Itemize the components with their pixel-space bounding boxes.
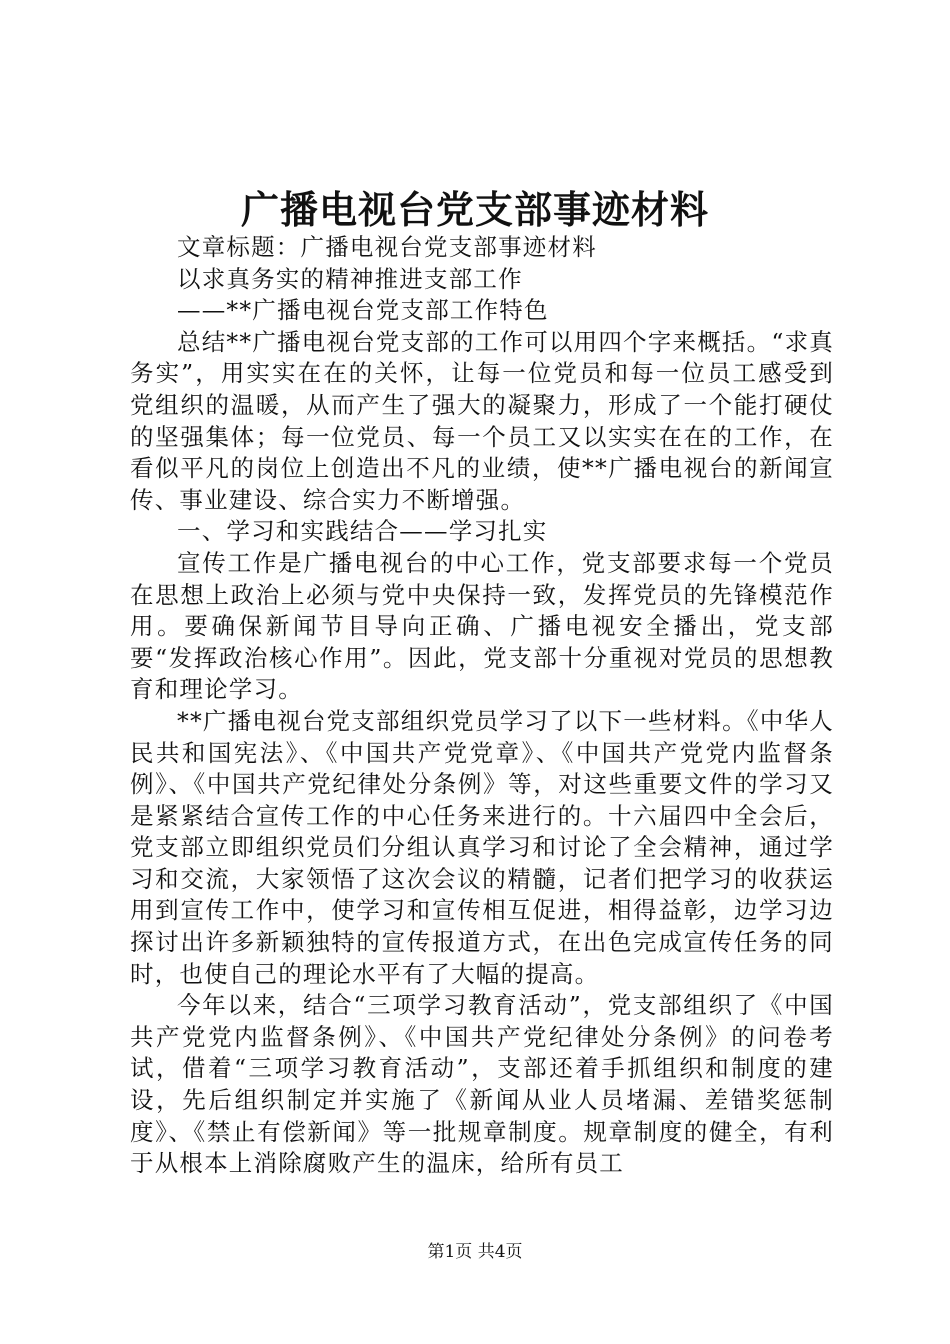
subtitle-line: 以求真务实的精神推进支部工作 — [177, 264, 523, 293]
document-body — [130, 232, 834, 1180]
body-paragraph: 今年以来，结合“三项学习教育活动”，党支部组织了《中国共产党党内监督条例》、《中国共产党纪律处分条例》的问卷考试，借着“三项学习教育活动”，支部还着手抓组织和制度的建设，先后组织制定并实施了《新闻从业人员堵漏、差错奖惩制度》、《禁止有偿新闻》等一批规章制度。规章制度的健全，有利于从根本上消除腐败产生的温床，给所有员工 — [130, 991, 834, 1178]
body-paragraph: **广播电视台党支部组织党员学习了以下一些材料。《中华人民共和国宪法》、《中国共产党党章》、《中国共产党党内监督条例》、《中国共产党纪律处分条例》等，对这些重要文件的学习又是紧紧结合宣传工作的中心任务来进行的。十六届四中全会后，党支部立即组织党员们分组认真学习和讨论了全会精神，通过学习和交流，大家领悟了这次会议的精髓，记者们把学习的收获运用到宣传工作中，使学习和宣传相互促进，相得益彰，边学习边探讨出许多新颖独特的宣传报道方式，在出色完成宣传任务的同时，也使自己的理论水平有了大幅的提高。 — [130, 706, 834, 988]
subtitle-byline: ——**广播电视台党支部工作特色 — [177, 296, 549, 325]
section-heading: 一、学习和实践结合——学习扎实 — [177, 517, 548, 546]
document-title: 广播电视台党支部事迹材料 — [240, 187, 709, 232]
summary-paragraph: 总结**广播电视台党支部的工作可以用四个字来概括。“求真务实”，用实实在在的关怀，让每一位党员和每一位员工感受到党组织的温暖，从而产生了强大的凝聚力，形成了一个能打硬仗的坚强集体；每一位党员、每一个员工又以实实在在的工作，在看似平凡的岗位上创造出不凡的业绩，使**广播电视台的新闻宣传、事业建设、综合实力不断增强。 — [130, 327, 834, 514]
page-number-footer: 第1页 共4页 — [427, 1242, 523, 1262]
body-paragraph: 宣传工作是广播电视台的中心工作，党支部要求每一个党员在思想上政治上必须与党中央保持一致，发挥党员的先锋模范作用。要确保新闻节目导向正确、广播电视安全播出，党支部要“发挥政治核心作用”。因此，党支部十分重视对党员的思想教育和理论学习。 — [130, 548, 834, 704]
article-title-line: 文章标题：广播电视台党支部事迹材料 — [177, 233, 597, 261]
